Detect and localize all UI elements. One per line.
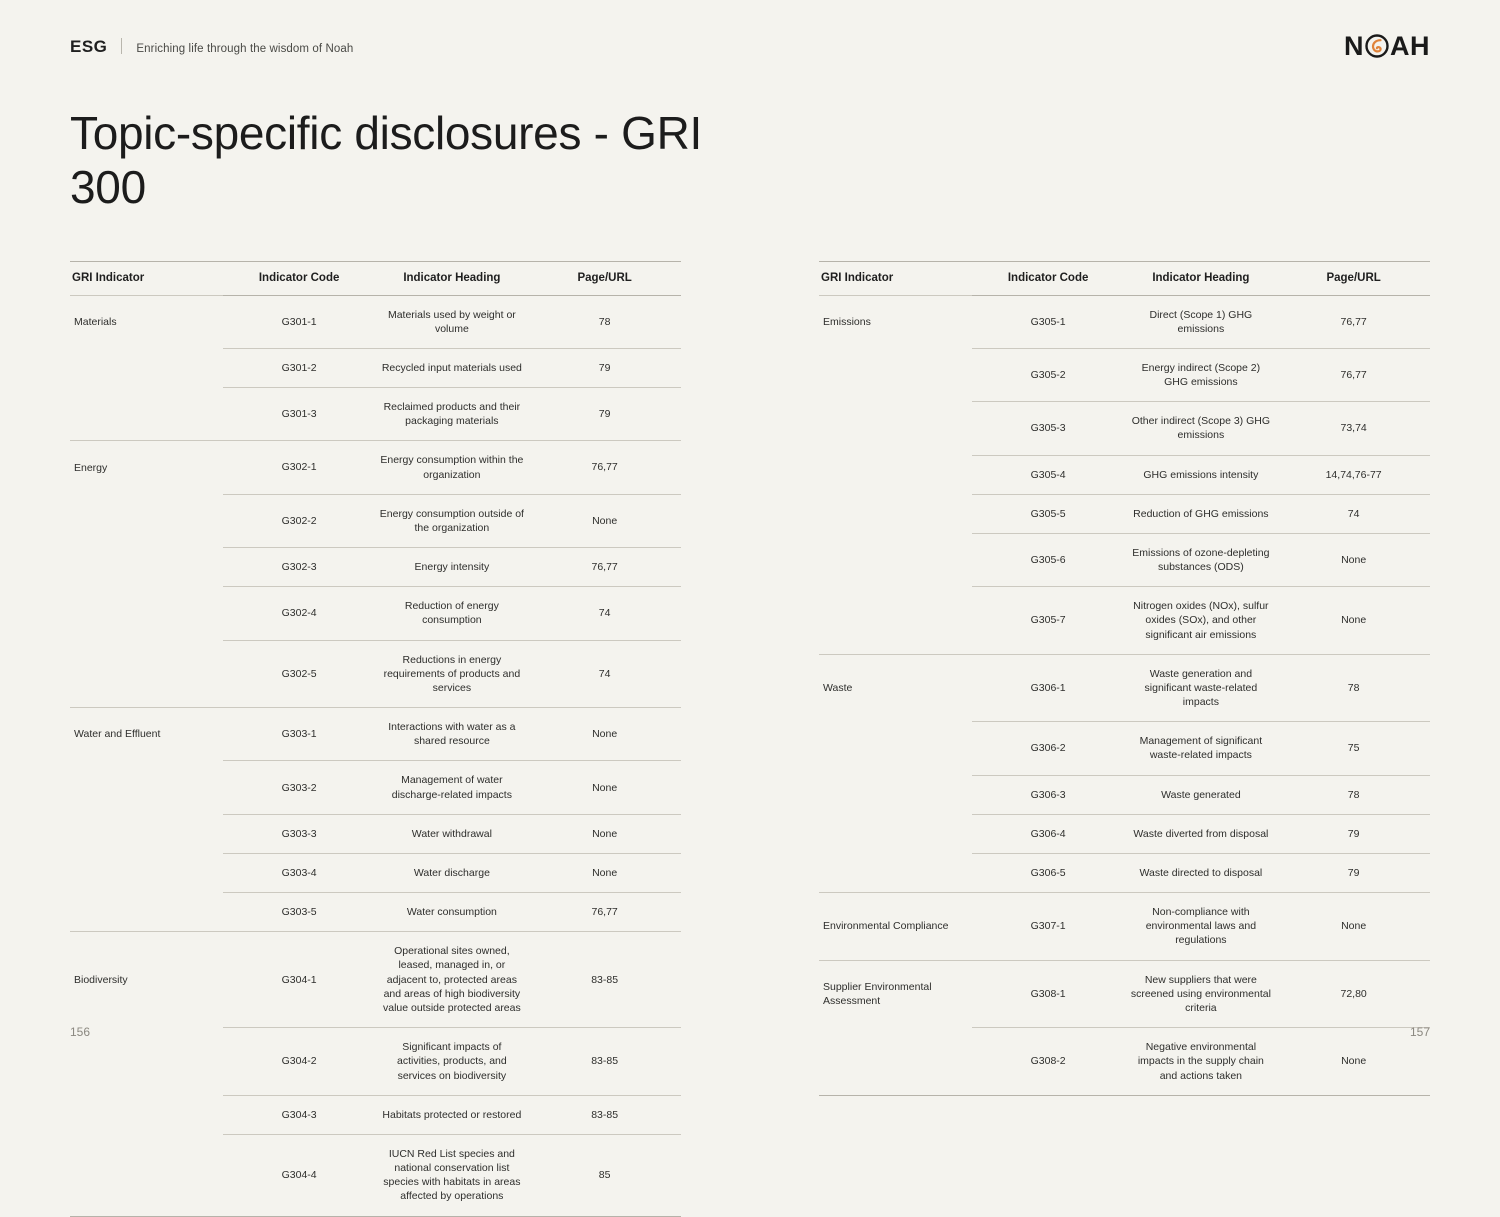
cell-page-url: None [1277, 1028, 1430, 1096]
cell-indicator-heading: Emissions of ozone-depleting substances (ODS) [1125, 533, 1278, 586]
table-row [70, 893, 681, 932]
table-row [819, 654, 1430, 722]
table-row [70, 853, 681, 892]
cell-indicator-heading: Nitrogen oxides (NOx), sulfur oxides (SOx), and other significant air emissions [1125, 587, 1278, 655]
cell-indicator-code: G306-4 [972, 814, 1125, 853]
cell-gri-indicator: Emissions [819, 295, 972, 348]
cell-gri-indicator [70, 1095, 223, 1134]
cell-gri-indicator: Water and Effluent [70, 708, 223, 761]
cell-indicator-code: G304-1 [223, 932, 376, 1028]
page-title: Topic-specific disclosures - GRI 300 [70, 107, 703, 214]
cell-gri-indicator [70, 348, 223, 387]
cell-gri-indicator [70, 548, 223, 587]
table-row [819, 494, 1430, 533]
cell-indicator-code: G301-2 [223, 348, 376, 387]
cell-page-url: 76,77 [528, 441, 681, 494]
cell-indicator-code: G302-5 [223, 640, 376, 708]
col-header-page: Page/URL [577, 271, 632, 284]
cell-indicator-code: G306-1 [972, 654, 1125, 722]
table-row [70, 587, 681, 640]
cell-indicator-heading: Direct (Scope 1) GHG emissions [1125, 295, 1278, 348]
table-row [819, 893, 1430, 961]
cell-indicator-code: G308-2 [972, 1028, 1125, 1096]
cell-indicator-code: G308-1 [972, 960, 1125, 1028]
cell-gri-indicator [819, 775, 972, 814]
logo-text-right: AH [1390, 30, 1430, 61]
cell-gri-indicator: Environmental Compliance [819, 893, 972, 961]
cell-page-url: 79 [1277, 814, 1430, 853]
page-header [70, 0, 1430, 64]
cell-gri-indicator: Materials [70, 295, 223, 348]
cell-gri-indicator [819, 587, 972, 655]
cell-page-url: 74 [528, 587, 681, 640]
cell-gri-indicator [819, 455, 972, 494]
cell-indicator-heading: IUCN Red List species and national conservation list species with habitats in areas affected by operations [376, 1134, 529, 1216]
cell-indicator-code: G302-3 [223, 548, 376, 587]
table-head [70, 261, 681, 295]
cell-indicator-code: G307-1 [972, 893, 1125, 961]
cell-page-url: 76,77 [1277, 295, 1430, 348]
cell-gri-indicator [819, 533, 972, 586]
cell-indicator-heading: Waste generated [1125, 775, 1278, 814]
cell-page-url: None [528, 814, 681, 853]
cell-indicator-code: G303-2 [223, 761, 376, 814]
cell-indicator-heading: Negative environmental impacts in the supply chain and actions taken [1125, 1028, 1278, 1096]
col-header-heading: Indicator Heading [1152, 271, 1250, 284]
header-brand [70, 36, 353, 57]
cell-page-url: None [528, 761, 681, 814]
cell-page-url: 76,77 [1277, 348, 1430, 401]
cell-page-url: 83-85 [528, 932, 681, 1028]
cell-page-url: 83-85 [528, 1095, 681, 1134]
cell-page-url: 74 [528, 640, 681, 708]
table-row [819, 295, 1430, 348]
cell-indicator-heading: Management of significant waste-related impacts [1125, 722, 1278, 775]
table-row [70, 494, 681, 547]
cell-indicator-code: G302-4 [223, 587, 376, 640]
table-row [70, 1134, 681, 1216]
noah-logo [1344, 31, 1430, 62]
cell-indicator-code: G303-4 [223, 853, 376, 892]
cell-indicator-heading: Significant impacts of activities, products, and services on biodiversity [376, 1028, 529, 1096]
left-column [70, 261, 681, 1217]
cell-page-url: 74 [1277, 494, 1430, 533]
gri-table-left [70, 261, 681, 1217]
table-row [819, 402, 1430, 455]
cell-indicator-code: G303-3 [223, 814, 376, 853]
cell-indicator-heading: Waste directed to disposal [1125, 853, 1278, 892]
cell-indicator-code: G305-1 [972, 295, 1125, 348]
cell-page-url: 76,77 [528, 893, 681, 932]
table-row [70, 441, 681, 494]
noah-swirl-icon [1365, 34, 1389, 58]
cell-gri-indicator [819, 402, 972, 455]
cell-indicator-heading: Energy consumption outside of the organization [376, 494, 529, 547]
page-number-right: 157 [1409, 1025, 1430, 1039]
cell-page-url: 83-85 [528, 1028, 681, 1096]
table-row [70, 548, 681, 587]
cell-indicator-code: G302-1 [223, 441, 376, 494]
table-row [819, 533, 1430, 586]
cell-indicator-heading: Reduction of GHG emissions [1125, 494, 1278, 533]
cell-indicator-heading: Operational sites owned, leased, managed in, or adjacent to, protected areas and areas of high biodiversity value outside protected areas [376, 932, 529, 1028]
gri-table-right [819, 261, 1430, 1096]
cell-page-url: None [1277, 533, 1430, 586]
cell-indicator-heading: Reduction of energy consumption [376, 587, 529, 640]
cell-gri-indicator: Biodiversity [70, 932, 223, 1028]
cell-indicator-code: G305-5 [972, 494, 1125, 533]
cell-indicator-code: G305-4 [972, 455, 1125, 494]
cell-gri-indicator [819, 853, 972, 892]
cell-indicator-code: G306-2 [972, 722, 1125, 775]
cell-indicator-heading: Other indirect (Scope 3) GHG emissions [1125, 402, 1278, 455]
cell-indicator-heading: New suppliers that were screened using environmental criteria [1125, 960, 1278, 1028]
cell-page-url: 79 [528, 388, 681, 441]
table-row [70, 388, 681, 441]
table-row [70, 640, 681, 708]
cell-indicator-code: G305-7 [972, 587, 1125, 655]
cell-gri-indicator [70, 1134, 223, 1216]
cell-gri-indicator [819, 348, 972, 401]
cell-indicator-heading: Recycled input materials used [376, 348, 529, 387]
table-row [70, 814, 681, 853]
cell-indicator-code: G303-1 [223, 708, 376, 761]
table-row [70, 295, 681, 348]
cell-indicator-code: G305-2 [972, 348, 1125, 401]
header-tagline: Enriching life through the wisdom of Noah [136, 42, 354, 55]
cell-page-url: 78 [1277, 654, 1430, 722]
cell-gri-indicator: Supplier Environmental Assessment [819, 960, 972, 1028]
cell-page-url: 79 [1277, 853, 1430, 892]
cell-page-url: None [1277, 893, 1430, 961]
cell-page-url: 14,74,76-77 [1277, 455, 1430, 494]
table-row [70, 761, 681, 814]
cell-indicator-code: G306-5 [972, 853, 1125, 892]
table-row [819, 587, 1430, 655]
col-header-heading: Indicator Heading [403, 271, 501, 284]
table-row [819, 348, 1430, 401]
col-header-page: Page/URL [1326, 271, 1381, 284]
logo-text-left: N [1344, 30, 1364, 61]
table-row [819, 722, 1430, 775]
cell-gri-indicator [70, 640, 223, 708]
page-footer [70, 1025, 1430, 1039]
cell-gri-indicator [70, 388, 223, 441]
cell-indicator-heading: Energy consumption within the organization [376, 441, 529, 494]
cell-page-url: 78 [528, 295, 681, 348]
cell-page-url: 76,77 [528, 548, 681, 587]
table-row [819, 853, 1430, 892]
cell-page-url: 73,74 [1277, 402, 1430, 455]
cell-gri-indicator [819, 494, 972, 533]
cell-page-url: None [528, 853, 681, 892]
cell-page-url: 79 [528, 348, 681, 387]
cell-indicator-code: G301-3 [223, 388, 376, 441]
table-row [819, 775, 1430, 814]
cell-gri-indicator [70, 893, 223, 932]
cell-indicator-heading: Reclaimed products and their packaging materials [376, 388, 529, 441]
cell-indicator-code: G301-1 [223, 295, 376, 348]
cell-indicator-heading: Water withdrawal [376, 814, 529, 853]
cell-indicator-code: G305-6 [972, 533, 1125, 586]
cell-page-url: None [528, 494, 681, 547]
cell-indicator-heading: Non-compliance with environmental laws and regulations [1125, 893, 1278, 961]
cell-indicator-heading: Energy intensity [376, 548, 529, 587]
cell-gri-indicator [819, 814, 972, 853]
cell-indicator-heading: Water discharge [376, 853, 529, 892]
cell-indicator-heading: Materials used by weight or volume [376, 295, 529, 348]
table-row [819, 814, 1430, 853]
table-head [819, 261, 1430, 295]
esg-label: ESG [70, 36, 108, 56]
col-header-code: Indicator Code [1007, 271, 1089, 284]
table-row [819, 960, 1430, 1028]
col-header-code: Indicator Code [258, 271, 340, 284]
cell-indicator-heading: Waste generation and significant waste-related impacts [1125, 654, 1278, 722]
cell-page-url: None [528, 708, 681, 761]
cell-indicator-heading: Reductions in energy requirements of products and services [376, 640, 529, 708]
col-header-indicator: GRI Indicator [821, 271, 894, 284]
header-divider [121, 38, 122, 54]
cell-indicator-code: G304-3 [223, 1095, 376, 1134]
cell-indicator-code: G304-2 [223, 1028, 376, 1096]
cell-gri-indicator [70, 587, 223, 640]
cell-gri-indicator [70, 814, 223, 853]
cell-indicator-heading: Habitats protected or restored [376, 1095, 529, 1134]
cell-indicator-heading: GHG emissions intensity [1125, 455, 1278, 494]
cell-indicator-code: G303-5 [223, 893, 376, 932]
table-row [819, 455, 1430, 494]
cell-indicator-code: G302-2 [223, 494, 376, 547]
table-body-left [70, 295, 681, 1216]
table-body-right [819, 295, 1430, 1095]
cell-page-url: 72,80 [1277, 960, 1430, 1028]
table-row [70, 348, 681, 387]
cell-gri-indicator [819, 722, 972, 775]
right-column [819, 261, 1430, 1217]
table-row [70, 932, 681, 1028]
disclosure-columns [70, 261, 1430, 1217]
cell-gri-indicator: Waste [819, 654, 972, 722]
cell-indicator-code: G306-3 [972, 775, 1125, 814]
cell-indicator-heading: Energy indirect (Scope 2) GHG emissions [1125, 348, 1278, 401]
cell-page-url: 85 [528, 1134, 681, 1216]
cell-gri-indicator [70, 853, 223, 892]
cell-page-url: None [1277, 587, 1430, 655]
table-row [70, 708, 681, 761]
cell-gri-indicator: Energy [70, 441, 223, 494]
cell-indicator-heading: Waste diverted from disposal [1125, 814, 1278, 853]
cell-page-url: 78 [1277, 775, 1430, 814]
cell-indicator-heading: Interactions with water as a shared resource [376, 708, 529, 761]
cell-page-url: 75 [1277, 722, 1430, 775]
cell-gri-indicator [70, 761, 223, 814]
cell-indicator-code: G305-3 [972, 402, 1125, 455]
table-row [70, 1095, 681, 1134]
page-number-left: 156 [70, 1025, 91, 1039]
col-header-indicator: GRI Indicator [72, 271, 145, 284]
cell-indicator-heading: Management of water discharge-related impacts [376, 761, 529, 814]
cell-gri-indicator [70, 494, 223, 547]
cell-indicator-code: G304-4 [223, 1134, 376, 1216]
cell-indicator-heading: Water consumption [376, 893, 529, 932]
